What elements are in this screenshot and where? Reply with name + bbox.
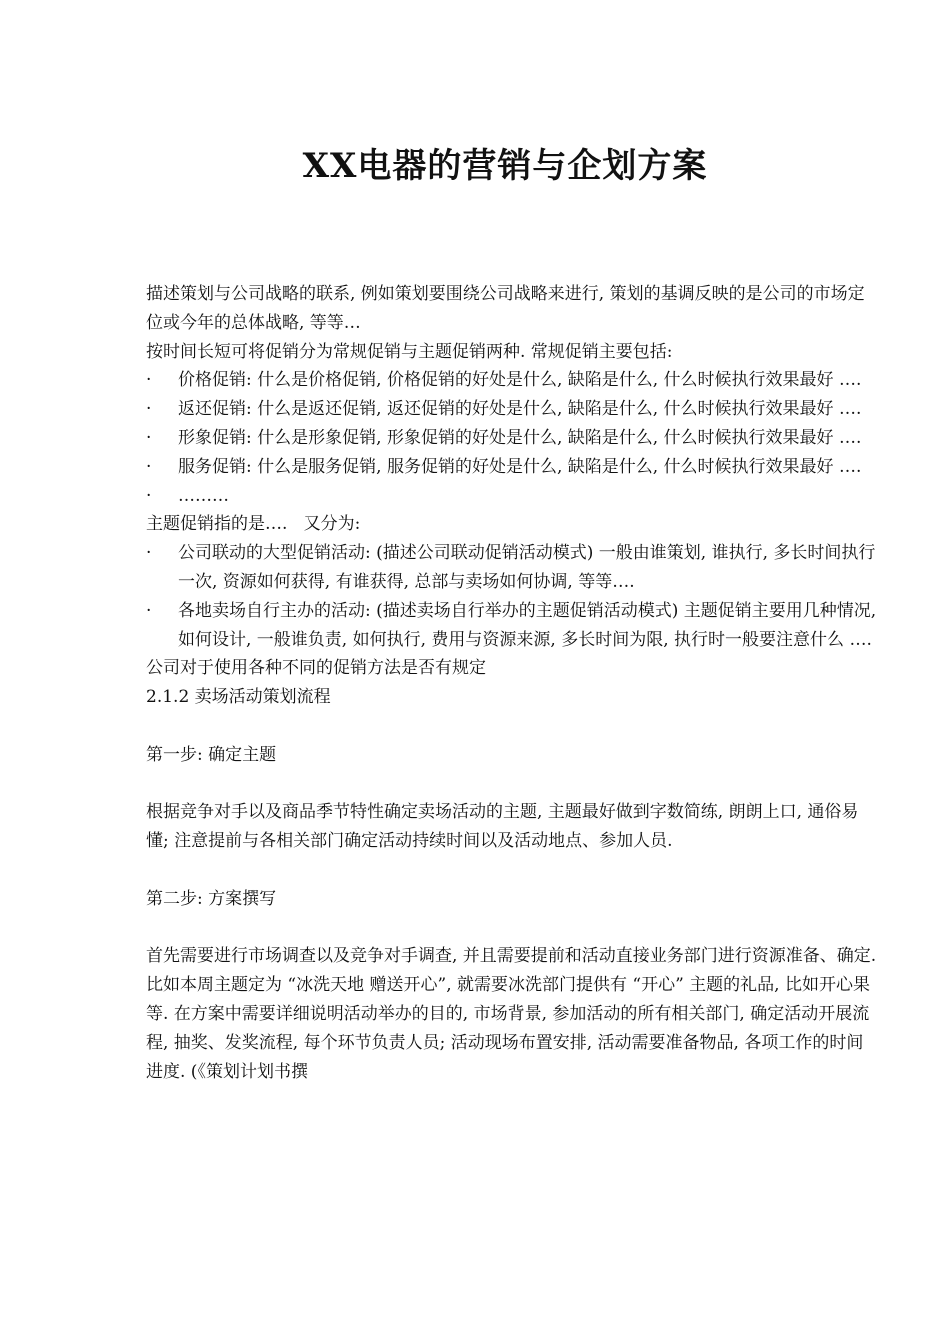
list-item-text: 返还促销: 什么是返还促销, 返还促销的好处是什么, 缺陷是什么, 什么时候执行效果最好 ….: [178, 399, 862, 420]
step2-text: 首先需要进行市场调查以及竞争对手调查, 并且需要提前和活动直接业务部门进行资源准备、确定. 比如本周主题定为 “冰洗天地 赠送开心”, 就需要冰洗部门提供有 “开心” 主题的礼品, 比如开心果等. 在方案中需要详细说明活动举办的目的, 市场背景, 参加活动的所有相关部门, 确定活动开展流程, 抽奖、发奖流程, 每个环节负责人员; 活动现场布置安排, 活动需要准备物品, 各项工作的时间进度. (《策划计划书撰: [146, 946, 877, 1082]
rules-line: 公司对于使用各种不同的促销方法是否有规定: [146, 658, 486, 679]
theme-promotion-intro: 主题促销指的是…. 又分为:: [146, 514, 361, 535]
list-item: [146, 395, 878, 424]
list-item: [146, 539, 878, 597]
step1-heading: 第一步: 确定主题: [146, 744, 277, 765]
regular-promotions-list: [146, 366, 878, 510]
list-item: [146, 597, 878, 655]
bullet-mark: ·: [146, 485, 152, 506]
document-body: [146, 280, 878, 1086]
theme-promotions-list: [146, 539, 878, 654]
list-item-text: ………: [178, 485, 229, 506]
list-item-text: 各地卖场自行主办的活动: (描述卖场自行举办的主题促销活动模式) 主题促销主要用几种情况, 如何设计, 一般谁负责, 如何执行, 费用与资源来源, 多长时间为限, 执行时一般要注意什么 ….: [178, 600, 877, 650]
blank-line: [146, 856, 878, 885]
document-title: XX电器的营销与企划方案: [302, 146, 708, 186]
blank-line: [146, 712, 878, 741]
list-item-text: 服务促销: 什么是服务促销, 服务促销的好处是什么, 缺陷是什么, 什么时候执行效果最好 ….: [178, 456, 862, 477]
bullet-mark: ·: [146, 543, 152, 564]
list-item-text: 公司联动的大型促销活动: (描述公司联动促销活动模式) 一般由谁策划, 谁执行, 多长时间执行一次, 资源如何获得, 有谁获得, 总部与卖场如何协调, 等等….: [178, 543, 876, 592]
list-item: [146, 482, 878, 511]
blank-line: [146, 770, 878, 799]
blank-line: [146, 914, 878, 943]
promotion-types-paragraph: 按时间长短可将促销分为常规促销与主题促销两种. 常规促销主要包括:: [146, 341, 673, 362]
step2-heading: 第二步: 方案撰写: [146, 888, 277, 909]
bullet-mark: ·: [146, 600, 152, 621]
section-heading: 2.1.2 卖场活动策划流程: [146, 687, 331, 708]
bullet-mark: ·: [146, 399, 152, 420]
list-item: [146, 366, 878, 395]
list-item-text: 价格促销: 什么是价格促销, 价格促销的好处是什么, 缺陷是什么, 什么时候执行效果最好 ….: [178, 370, 862, 391]
list-item: [146, 424, 878, 453]
intro-paragraph: 描述策划与公司战略的联系, 例如策划要围绕公司战略来进行, 策划的基调反映的是公司的市场定位或今年的总体战略, 等等…: [146, 284, 865, 333]
bullet-mark: ·: [146, 427, 152, 448]
bullet-mark: ·: [146, 456, 152, 477]
list-item: [146, 453, 878, 482]
bullet-mark: ·: [146, 370, 152, 391]
step1-text: 根据竞争对手以及商品季节特性确定卖场活动的主题, 主题最好做到字数简练, 朗朗上口, 通俗易懂; 注意提前与各相关部门确定活动持续时间以及活动地点、参加人员.: [146, 802, 859, 852]
list-item-text: 形象促销: 什么是形象促销, 形象促销的好处是什么, 缺陷是什么, 什么时候执行效果最好 ….: [178, 427, 862, 448]
